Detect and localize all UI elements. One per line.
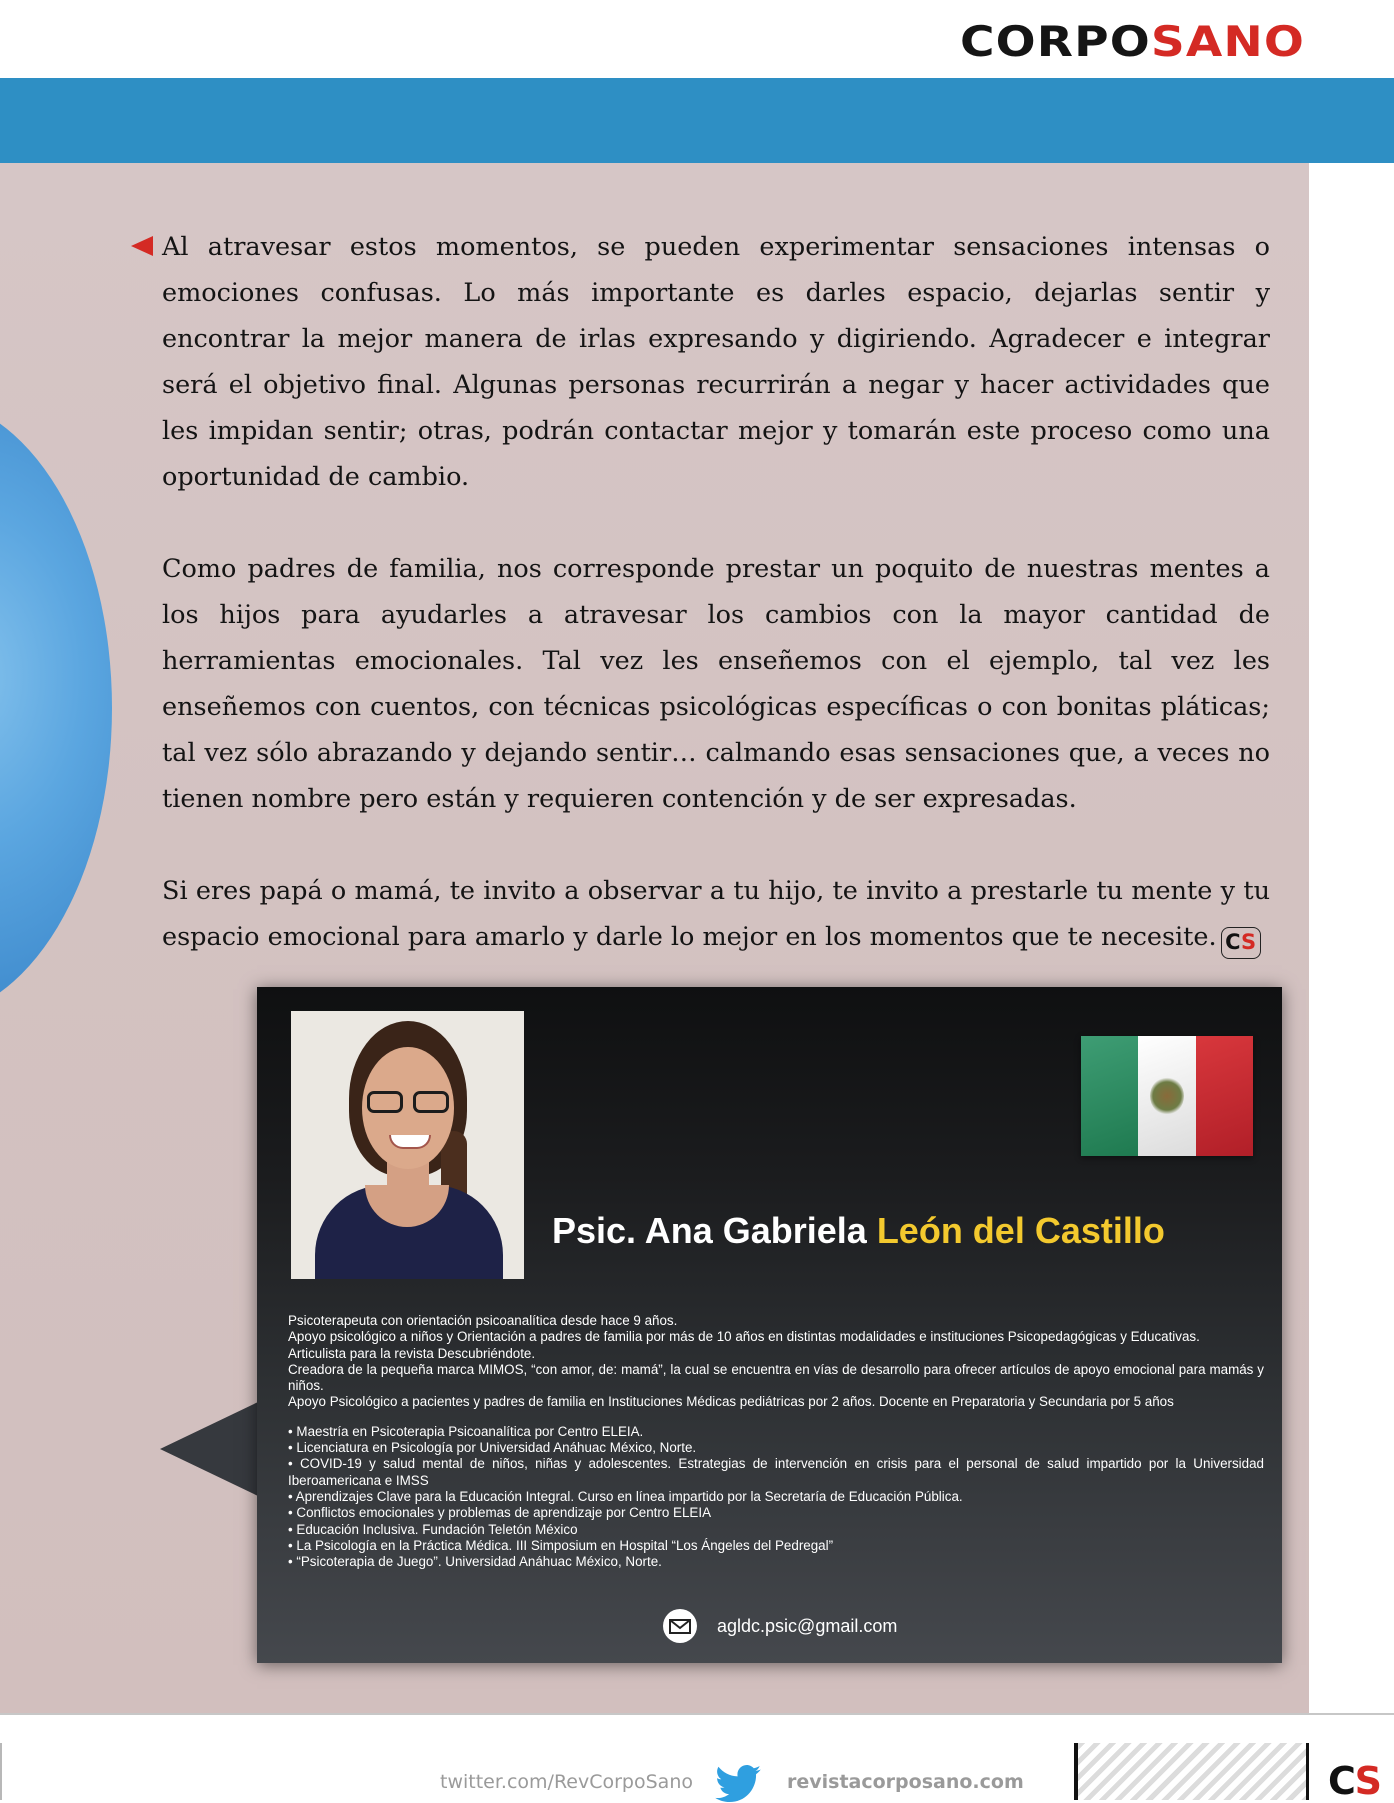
twitter-link[interactable]: twitter.com/RevCorpoSano [440,1771,693,1793]
page-header [0,0,1394,78]
author-name-last: León del Castillo [876,1210,1165,1251]
corposano-logo [960,18,1305,66]
footer-cs-c: C [1328,1759,1355,1803]
article-paragraph-3 [162,868,1270,960]
bio-credential-item: • COVID-19 y salud mental de niños, niñas y adolescentes. Estrategias de intervención en crisis para el personal de salud impartido por la Universidad Iberoamericana e IMSS [288,1456,1264,1488]
page-footer [0,1713,1394,1803]
footer-cs-s: S [1354,1759,1380,1803]
article-body [162,224,1270,1006]
author-name-first: Psic. Ana Gabriela [552,1210,877,1251]
article-paragraph-1: Al atravesar estos momentos, se pueden experimentar sensaciones intensas o emociones confusas. Lo más importante es darles espacio, dejarlas sentir y encontrar la mejor manera de irlas expresando y digiriendo. Agradecer e integrar será el objetivo final. Algunas personas recurrirán a negar y hacer actividades que les impidan sentir; otras, podrán contactar mejor y tomarán este proceso como una oportunidad de cambio. [162,232,1270,492]
footer-edge-line [0,1743,2,1800]
end-mark-s: S [1240,930,1257,954]
bio-credential-item: • Maestría en Psicoterapia Psicoanalítica por Centro ELEIA. [288,1423,644,1439]
author-name [552,1209,1262,1253]
bio-summary-line: Apoyo psicológico a niños y Orientación a padres de familia por más de 10 años en distintas modalidades e instituciones Psicopedagógicas y Educativas. [288,1329,1200,1345]
logo-sano: SANO [1150,17,1305,66]
paragraph-arrow-icon [131,236,153,256]
bio-summary-line: Apoyo Psicológico a pacientes y padres de familia en Instituciones Médicas pediátricas por 2 años. Docente en Preparatoria y Secundaria por 5 años [288,1394,1174,1410]
bio-credential-item: • Conflictos emocionales y problemas de aprendizaje por Centro ELEIA [288,1505,711,1521]
article-paragraph-2: Como padres de familia, nos corresponde prestar un poquito de nuestras mentes a los hijos para ayudarles a atravesar los cambios con la mayor cantidad de herramientas emocionales. Tal vez les enseñemos con el ejemplo, tal vez les enseñemos con cuentos, con técnicas psicológicas específicas o con bonitas pláticas; tal vez sólo abrazando y dejando sentir… calmando esas sensaciones que, a veces no tienen nombre pero están y requieren contención y de ser expresadas. [162,554,1270,814]
header-color-band [0,78,1394,163]
website-link[interactable]: revistacorposano.com [787,1771,1024,1793]
bio-callout-pointer [160,1402,258,1496]
end-of-article-mark [1221,927,1261,959]
author-photo [291,1011,524,1279]
mexico-flag-icon [1081,1036,1253,1156]
bio-summary-line: Articulista para la revista Descubriéndote. [288,1345,536,1361]
bio-credential-item: • La Psicología en la Práctica Médica. III Simposium en Hospital “Los Ángeles del Pedregal” [288,1537,834,1553]
bio-credential-item: • “Psicoterapia de Juego”. Universidad Anáhuac México, Norte. [288,1554,662,1570]
footer-divider [0,1713,1394,1715]
bio-summary-line: Psicoterapeuta con orientación psicoanalítica desde hace 9 años. [288,1313,678,1328]
author-contact[interactable] [663,1607,897,1645]
end-mark-c: C [1225,930,1241,954]
author-bio-box [257,987,1282,1663]
bio-summary-line: Creadora de la pequeña marca MIMOS, “con amor, de: mamá”, la cual se encuentra en vías de desarrollo para ofrecer artículos de apoyo emocional para mamás y niños. [288,1361,1264,1394]
bio-credential-item: • Educación Inclusiva. Fundación Teletón México [288,1521,578,1537]
article-paragraph-3-text: Si eres papá o mamá, te invito a observar a tu hijo, te invito a prestarle tu mente y tu espacio emocional para amarlo y darle lo mejor en los momentos que te necesite. [162,876,1270,952]
footer-cs-logo [1328,1761,1380,1801]
author-email-link[interactable]: agldc.psic@gmail.com [717,1615,898,1636]
envelope-icon [663,1609,697,1643]
footer-stripe-pattern [1078,1743,1306,1800]
logo-corpo: CORPO [960,17,1151,66]
blue-plush-toy-image [0,398,112,1018]
bio-credential-item: • Aprendizajes Clave para la Educación Integral. Curso en línea impartido por la Secretaría de Educación Pública. [288,1488,963,1504]
bio-credential-item: • Licenciatura en Psicología por Universidad Anáhuac México, Norte. [288,1440,697,1456]
footer-divider-dark [1306,1743,1309,1800]
author-bio-text [288,1313,1264,1570]
twitter-bird-icon[interactable] [715,1765,761,1803]
